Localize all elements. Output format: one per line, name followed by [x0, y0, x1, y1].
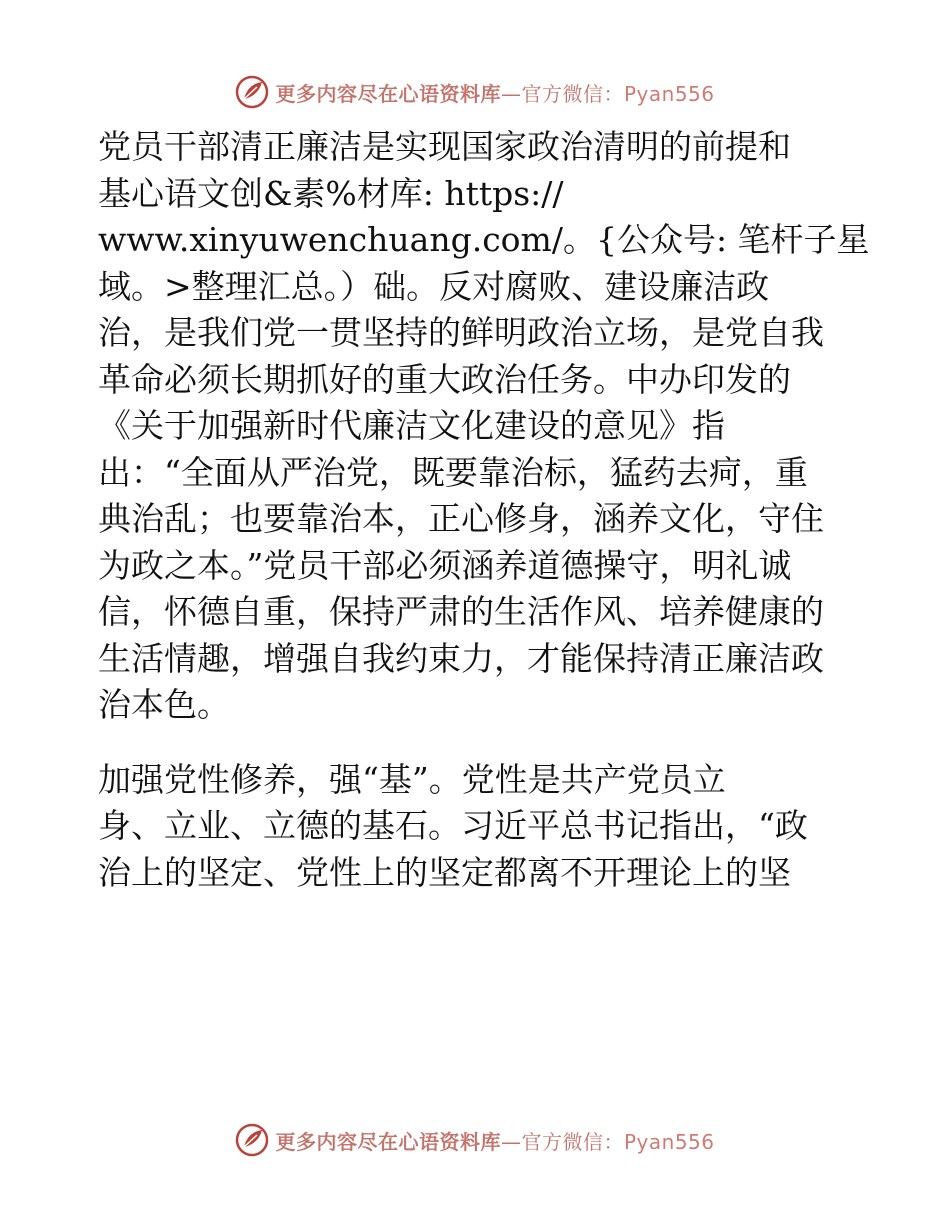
- text-line: 为政之本。”党员干部必须涵养道德操守，明礼诚: [98, 545, 792, 585]
- header-banner-main: 更多内容尽在心语资料库: [275, 81, 501, 106]
- footer-banner-sep: —官方微信：: [500, 1129, 624, 1154]
- header-banner-brand: Pyan556: [623, 81, 715, 106]
- header-banner-text: [275, 78, 714, 107]
- text-line: 治上的坚定、党性上的坚定都离不开理论上的坚: [98, 852, 791, 892]
- text-line: 信，怀德自重，保持严肃的生活作风、培养健康的: [98, 592, 824, 631]
- text-line: 《关于加强新时代廉洁文化建设的意见》指: [98, 406, 725, 445]
- text-line: 域。>整理汇总。）础。反对腐败、建设廉洁政: [98, 266, 770, 306]
- text-line: 基心语文创&素%材库: https://: [98, 173, 564, 213]
- footer-banner-brand: Pyan556: [623, 1129, 715, 1154]
- red-leaf-logo-icon: [235, 75, 269, 109]
- text-line: 党员干部清正廉洁是实现国家政治清明的前提和: [98, 127, 791, 166]
- footer-banner-text: [275, 1126, 714, 1155]
- document-body: [98, 124, 870, 896]
- text-line: 治本色。: [98, 685, 230, 724]
- paragraph-1: [98, 124, 870, 729]
- text-line: 典治乱；也要靠治本，正心修身，涵养文化，守住: [98, 499, 824, 538]
- paragraph-2: [98, 757, 858, 897]
- text-line: 治，是我们党一贯坚持的鲜明政治立场，是党自我: [98, 313, 824, 352]
- header-banner-sep: —官方微信：: [500, 81, 624, 106]
- text-line: 身、立业、立德的基石。习近平总书记指出，“政: [98, 806, 808, 845]
- text-line: 革命必须长期抓好的重大政治任务。中办印发的: [98, 359, 791, 399]
- header-banner: [0, 70, 950, 114]
- text-line: 加强党性修养，强“基”。党性是共产党员立: [98, 759, 726, 799]
- footer-banner-main: 更多内容尽在心语资料库: [275, 1129, 501, 1154]
- text-line: 出：“全面从严治党，既要靠治标，猛药去疴，重: [98, 452, 808, 492]
- text-line: 生活情趣，增强自我约束力，才能保持清正廉洁政: [98, 638, 824, 678]
- red-leaf-logo-icon: [235, 1123, 269, 1157]
- footer-banner: [0, 1118, 950, 1162]
- text-line: www.xinyuwenchuang.com/。{公众号: 笔杆子星: [98, 220, 870, 259]
